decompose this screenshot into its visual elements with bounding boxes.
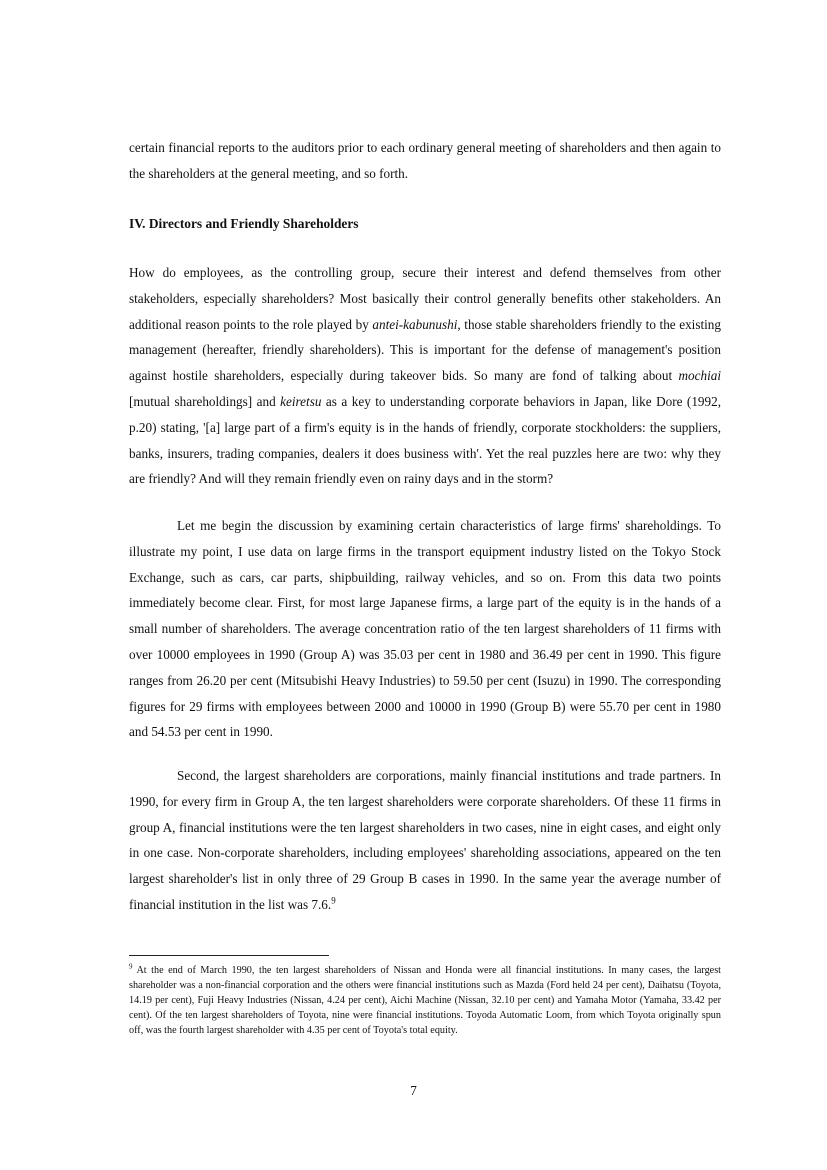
footnote-text: At the end of March 1990, the ten largest shareholders of Nissan and Honda were all financial institutions. In many cases, the largest shareholder was a non-financial corporation and the others were financial institutions such as Mazda (Ford held 24 per cent), Daihatsu (Toyota, 14.19 per cent), Fuji Heavy Industries (Nissan, 4.24 per cent), Aichi Machine (Nissan, 32.10 per cent) and Yamaha Motor (Yamaha, 33.42 per cent). Of the ten largest shareholders of Toyota, nine were financial institutions. Toyoda Automatic Loom, from which Toyota originally spun off, was the fourth largest shareholder with 4.35 per cent of Toyota's total equity. bbox=[129, 965, 721, 1036]
paragraph-largest-shareholders bbox=[129, 763, 721, 918]
footnote bbox=[129, 964, 721, 1039]
footnote-marker: 9 bbox=[129, 963, 133, 971]
paragraph-text-segment: Second, the largest shareholders are corporations, mainly financial institutions and trade partners. In 1990, for every firm in Group A, the ten largest shareholders were corporate shareholders. Of these 11 firms in group A, financial institutions were the ten largest shareholders in two cases, nine in eight cases, and eight only in one case. Non-corporate shareholders, including employees' shareholding associations, appeared on the ten largest shareholder's list in only three of 29 Group B cases in 1990. In the same year the average number of financial institution in the list was 7.6. bbox=[129, 768, 721, 912]
paragraph-text-segment: How do employees, as the controlling group, secure their interest and defend themselves from other stakeholders, especially shareholders? Most basically their control generally benefits other stakeholders. An additional reason points to the role played by bbox=[129, 265, 721, 332]
footnote-reference[interactable]: 9 bbox=[331, 895, 336, 906]
paragraph-text-segment: , those stable shareholders friendly to the existing management (hereafter, friendly shareholders). This is important for the defense of management's position against hostile shareholders, especially during takeover bids. So many are fond of talking about bbox=[129, 316, 721, 384]
paragraph-text-segment: as a key to understanding corporate behaviors in Japan, like Dore (1992, p.20) stating, '[a] large part of a firm's equity is in the hands of friendly, corporate stockholders: the suppliers, banks, insurers, trading companies, dealers it does business with'. Yet the real puzzles here are two: why they are friendly? And will they remain friendly even on rainy days and in the storm? bbox=[129, 393, 721, 487]
footnote-divider bbox=[129, 955, 329, 956]
term-mochiai: mochiai bbox=[678, 368, 721, 384]
paragraph-friendly-shareholders bbox=[129, 260, 721, 492]
page-number: 7 bbox=[410, 1083, 417, 1098]
paragraph-shareholdings-data: Let me begin the discussion by examining certain characteristics of large firms' shareholdings. To illustrate my point, I use data on large firms in the transport equipment industry listed on the Tokyo Stock Exchange, such as cars, car parts, shipbuilding, railway vehicles, and so on. From this data two points immediately become clear. First, for most large Japanese firms, a large part of the equity is in the hands of a small number of shareholders. The average concentration ratio of the ten largest shareholders of 11 firms with over 10000 employees in 1990 (Group A) was 35.03 per cent in 1980 and 36.49 per cent in 1990. This figure ranges from 26.20 per cent (Mitsubishi Heavy Industries) to 59.50 per cent (Isuzu) in 1990. The corresponding figures for 29 firms with employees between 2000 and 10000 in 1990 (Group B) were 55.70 per cent in 1980 and 54.53 per cent in 1990. bbox=[129, 518, 721, 740]
section-heading: IV. Directors and Friendly Shareholders bbox=[129, 216, 359, 231]
continuation-paragraph: certain financial reports to the auditors prior to each ordinary general meeting of shareholders and then again to the shareholders at the general meeting, and so forth. bbox=[129, 140, 721, 181]
term-keiretsu: keiretsu bbox=[280, 393, 322, 409]
paragraph-text-segment: [mutual shareholdings] and bbox=[129, 393, 281, 409]
term-antei-kabunushi: antei-kabunushi bbox=[372, 316, 458, 332]
